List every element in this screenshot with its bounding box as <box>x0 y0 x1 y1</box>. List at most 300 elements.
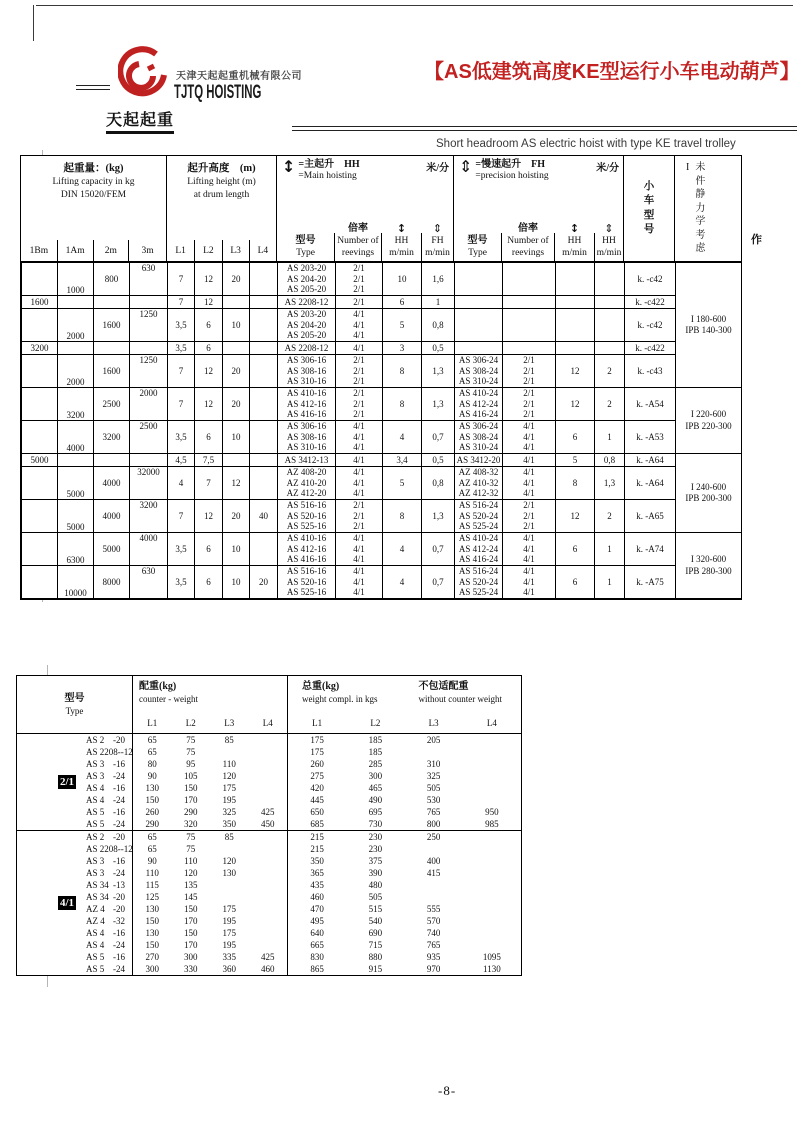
main-reeving-cell <box>336 421 383 454</box>
type-name: AS 3 <box>86 759 105 769</box>
cell-line: AS 520-24 <box>458 576 499 587</box>
precision-hh2-cell <box>595 342 625 355</box>
precision-hh-cell <box>556 342 595 355</box>
counterweight-value: 175 <box>222 904 236 914</box>
cell-line: 2/1 <box>353 510 365 521</box>
totalweight-value: 640 <box>310 928 324 938</box>
type-suffix: -24 <box>113 964 125 974</box>
vertical-char: 号 <box>643 224 655 235</box>
cell-line: 2/1 <box>353 388 365 399</box>
totalweight-value: 300 <box>368 771 383 781</box>
capacity-cell: 1600 <box>94 355 130 388</box>
capacity-cell: 4000 <box>58 421 94 454</box>
capacity-cell <box>58 342 94 355</box>
beam-range-cell <box>676 454 742 533</box>
main-fh-cell: 1,6 <box>422 263 455 296</box>
precision-type-cell <box>455 388 503 421</box>
cell-line: 4/1 <box>523 533 535 544</box>
counterweight-value: 125 <box>145 892 159 902</box>
trolley-type-cell: k. -c42 <box>625 309 676 342</box>
totalweight-subcols <box>288 718 521 733</box>
counterweight-cells <box>133 843 288 855</box>
precision-type-cell <box>455 355 503 388</box>
precision-type-cell <box>455 421 503 454</box>
totalweight-cells <box>288 915 521 927</box>
precision-unit: 米/分 <box>596 163 619 174</box>
totalweight-value: 515 <box>368 904 383 914</box>
precision-reeving-cell <box>503 467 556 500</box>
counterweight-value: 95 <box>186 759 196 769</box>
height-cell: 6 <box>195 566 223 599</box>
trolley-type-cell: k. -A75 <box>625 566 676 599</box>
height-cell <box>223 296 250 309</box>
height-cell: 7 <box>168 500 195 533</box>
precision-hh-cell <box>556 309 595 342</box>
company-name-cn: 天津天起起重机械有限公司 <box>176 71 302 82</box>
precision-reeving-cell <box>503 342 556 355</box>
precision-reeving-cell <box>503 566 556 599</box>
weight-row <box>17 855 521 867</box>
subcol-label: L3 <box>428 718 439 728</box>
weight-type-cell <box>17 855 133 867</box>
cell-line: 4/1 <box>353 454 365 465</box>
main-hoist-arrow-icon: ↕ <box>282 157 296 176</box>
counterweight-cells <box>133 915 288 927</box>
cell-line: AS 306-24 <box>458 355 499 366</box>
cell-line: 4/1 <box>353 533 365 544</box>
height-title-en2: at drum length <box>193 190 250 200</box>
counterweight-value: 270 <box>145 952 159 962</box>
cell-line: 2/1 <box>353 365 365 376</box>
counterweight-cells <box>133 951 288 963</box>
counterweight-cells <box>133 927 288 939</box>
spec-group-row <box>22 566 742 599</box>
cell-line: AS 205-20 <box>286 284 327 295</box>
height-cell: 6 <box>195 421 223 454</box>
cell-line: 4/1 <box>353 319 365 330</box>
beam-range-cell <box>676 263 742 388</box>
main-reeving-cell <box>336 500 383 533</box>
capacity-cell: 32000 <box>130 467 168 500</box>
precision-hoist-header-section <box>454 156 624 261</box>
precision-type-cell <box>455 566 503 599</box>
height-cell: 10 <box>223 309 250 342</box>
spec-table-header <box>21 156 741 262</box>
precision-hh2-cell: 1 <box>595 421 625 454</box>
precision-hh-cell: 6 <box>556 566 595 599</box>
page-subtitle: Short headroom AS electric hoist with type KE travel trolley <box>436 138 736 150</box>
cell-line: 2/1 <box>523 365 535 376</box>
main-hoist-en: =Main hoisting <box>298 170 357 181</box>
totalweight-value: 350 <box>310 856 324 866</box>
counterweight-value: 65 <box>147 832 157 842</box>
cell-line: AS 308-16 <box>286 431 327 442</box>
counterweight-value: 260 <box>145 807 159 817</box>
weight-row <box>17 963 521 975</box>
trolley-type-cell: k. -A53 <box>625 421 676 454</box>
weight-type-cell <box>17 746 133 758</box>
counterweight-value: 65 <box>147 735 157 745</box>
precision-hh-cell <box>556 263 595 296</box>
beam-header-section <box>675 156 741 261</box>
capacity-cell <box>130 342 168 355</box>
cell-line: AS 308-16 <box>286 365 327 376</box>
weight-row <box>17 770 521 782</box>
height-header-section <box>167 156 277 261</box>
main-fh-cell: 1,3 <box>422 355 455 388</box>
cell-line: I 240-600 <box>690 481 727 492</box>
height-cell: 7 <box>168 355 195 388</box>
precision-type-cell <box>455 342 503 355</box>
weight-row <box>17 794 521 806</box>
cell-line: AS 306-24 <box>458 421 499 432</box>
capacity-cell <box>22 388 58 421</box>
totalweight-cells <box>288 806 521 818</box>
main-type-cell <box>278 355 336 388</box>
type-name: AS 2 <box>86 832 105 842</box>
trolley-type-cell: k. -A74 <box>625 533 676 566</box>
type-suffix: -24 <box>113 795 125 805</box>
spec-group-row <box>22 467 742 500</box>
cell-line: AS 204-20 <box>286 319 327 330</box>
precision-reeving-cell <box>503 309 556 342</box>
subcol-label: L1 <box>312 718 323 728</box>
cell-line: 2/1 <box>353 376 365 387</box>
counterweight-value: 170 <box>184 940 198 950</box>
cell-line: AS 516-24 <box>458 566 499 577</box>
capacity-cell: 1000 <box>58 263 94 296</box>
precision-hoist-arrow-icon: ⇕ <box>459 157 473 176</box>
main-fh-cell: 0,7 <box>422 566 455 599</box>
capacity-subcols <box>21 240 166 261</box>
totalweight-value: 935 <box>426 952 441 962</box>
type-name: AS 4 <box>86 928 105 938</box>
cell-line: I 180-600 <box>690 313 727 324</box>
height-cell: 6 <box>195 533 223 566</box>
totalweight-cells <box>288 782 521 794</box>
totalweight-value: 375 <box>368 856 383 866</box>
type-suffix: -32 <box>113 916 125 926</box>
counterweight-cells <box>133 758 288 770</box>
counterweight-cells <box>133 806 288 818</box>
totalweight-value: 175 <box>310 735 324 745</box>
spec-group-row <box>22 263 742 296</box>
capacity-cell: 10000 <box>58 566 94 599</box>
height-cell <box>250 342 278 355</box>
totalweight-value: 970 <box>426 964 441 974</box>
main-hh-cell: 8 <box>383 500 422 533</box>
capacity-cell: 2500 <box>94 388 130 421</box>
precision-reeving-cell <box>503 421 556 454</box>
capacity-cell: 4000 <box>94 500 130 533</box>
counterweight-value: 130 <box>145 928 159 938</box>
weight-type-cell <box>17 794 133 806</box>
totalweight-value: 365 <box>310 868 324 878</box>
trolley-type-cell: k. -A54 <box>625 388 676 421</box>
totalweight-value: 715 <box>368 940 383 950</box>
cell-line: AS 308-24 <box>458 431 499 442</box>
main-hh-cell: 5 <box>383 467 422 500</box>
withoutcw-title: 不包适配重 without counter weight <box>418 681 502 704</box>
totalweight-value: 765 <box>426 807 441 817</box>
height-cell: 3,5 <box>168 533 195 566</box>
totalweight-value: 215 <box>310 832 324 842</box>
col-3m: 3m <box>128 240 166 261</box>
main-reeving-cell <box>336 296 383 309</box>
cell-line: 2/1 <box>353 500 365 511</box>
totalweight-cells <box>288 831 521 843</box>
counterweight-value: 300 <box>145 964 159 974</box>
capacity-cell: 1600 <box>94 309 130 342</box>
counterweight-value: 290 <box>184 807 198 817</box>
col-l3: L3 <box>222 240 249 261</box>
counterweight-value: 115 <box>145 880 159 890</box>
totalweight-title: 总重(kg) weight compl. in kgs <box>302 681 378 704</box>
main-type-col: 型号 Type <box>295 235 316 258</box>
counterweight-value: 75 <box>186 735 196 745</box>
main-fh-cell: 1,3 <box>422 388 455 421</box>
subcol-label: L2 <box>370 718 381 728</box>
totalweight-value: 205 <box>426 735 441 745</box>
type-suffix: -24 <box>113 940 125 950</box>
totalweight-value: 830 <box>310 952 324 962</box>
counterweight-value: 80 <box>147 759 157 769</box>
totalweight-value: 250 <box>426 832 441 842</box>
height-cell: 12 <box>195 388 223 421</box>
precision-hh2-cell: 2 <box>595 355 625 388</box>
weight-type-cell <box>17 879 133 891</box>
counterweight-value: 360 <box>222 964 236 974</box>
weight-type-cell <box>17 963 133 975</box>
totalweight-value: 480 <box>368 880 383 890</box>
weight-row <box>17 806 521 818</box>
counterweight-cells <box>133 782 288 794</box>
cell-line: 4/1 <box>523 431 535 442</box>
weight-type-cell <box>17 867 133 879</box>
main-fh-col: ⇕ FH m/min <box>425 222 450 258</box>
capacity-cell <box>130 454 168 467</box>
cell-line: AS 410-16 <box>286 533 327 544</box>
capacity-cell: 1250 <box>130 355 168 388</box>
cell-line: 4/1 <box>523 421 535 432</box>
weight-table <box>16 675 522 976</box>
cell-line: AS 310-16 <box>286 442 327 453</box>
counterweight-cells <box>133 794 288 806</box>
main-fh-cell: 0,8 <box>422 309 455 342</box>
weight-row <box>17 951 521 963</box>
capacity-cell: 5000 <box>22 454 58 467</box>
capacity-cell: 3200 <box>58 388 94 421</box>
weight-row <box>17 939 521 951</box>
capacity-cell <box>22 533 58 566</box>
capacity-cell: 4000 <box>94 467 130 500</box>
type-suffix: -16 <box>113 928 125 938</box>
cell-line: AZ 412-20 <box>286 488 327 499</box>
reeving-badge: 4/1 <box>60 897 75 909</box>
capacity-cell <box>94 454 130 467</box>
type-name: AZ 4 <box>86 916 105 926</box>
totalweight-value: 325 <box>426 771 441 781</box>
type-suffix: -16 <box>113 759 125 769</box>
height-cell: 4 <box>168 467 195 500</box>
precision-hh2-cell: 1,3 <box>595 467 625 500</box>
totalweight-value: 740 <box>426 928 441 938</box>
cell-line: AS 525-24 <box>458 521 499 532</box>
height-cell: 3,5 <box>168 309 195 342</box>
height-cell: 12 <box>195 500 223 533</box>
counterweight-value: 425 <box>261 952 275 962</box>
company-logo-emblem <box>118 45 170 107</box>
totalweight-value: 185 <box>368 747 383 757</box>
totalweight-value: 1130 <box>483 964 501 974</box>
reeving-badge: 2/1 <box>60 776 75 788</box>
counterweight-cells <box>133 746 288 758</box>
page-top-rule <box>36 5 793 6</box>
cell-line: 2/1 <box>523 409 535 420</box>
precision-reeving-cell <box>503 454 556 467</box>
cell-line: 4/1 <box>353 576 365 587</box>
main-type-cell <box>278 566 336 599</box>
cell-line: 2/1 <box>523 376 535 387</box>
capacity-cell: 3200 <box>22 342 58 355</box>
cell-line: 4/1 <box>353 431 365 442</box>
precision-reeving-col: 倍率 Number of reevings <box>507 223 549 258</box>
beam-range-cell <box>676 388 742 454</box>
main-hh-cell: 4 <box>383 533 422 566</box>
type-name: AS 5 <box>86 964 105 974</box>
height-cell <box>250 421 278 454</box>
precision-reeving-cell <box>503 533 556 566</box>
cell-line: I 320-600 <box>690 554 727 564</box>
main-type-cell <box>278 342 336 355</box>
col-1bm: 1Bm <box>29 245 49 256</box>
col-l2: L2 <box>194 240 221 261</box>
height-cell: 12 <box>195 263 223 296</box>
counterweight-value: 450 <box>261 819 275 829</box>
precision-reeving-cell <box>503 500 556 533</box>
capacity-title-norm: DIN 15020/FEM <box>60 190 127 200</box>
fh-arrow-icon: ⇕ <box>432 222 443 235</box>
cell-line: 2/1 <box>353 521 365 532</box>
cell-line: IPB 200-300 <box>685 493 732 503</box>
cell-line: 2/1 <box>353 409 365 420</box>
totalweight-cells <box>288 939 521 951</box>
main-fh-cell: 0,8 <box>422 467 455 500</box>
counterweight-cells <box>133 879 288 891</box>
subcol-label: L4 <box>486 718 497 728</box>
totalweight-value: 570 <box>426 916 441 926</box>
spec-group-row <box>22 388 742 421</box>
capacity-cell <box>22 500 58 533</box>
cell-line: AS 520-16 <box>286 510 327 521</box>
type-suffix: -20 <box>113 832 125 842</box>
cell-line: AS 412-16 <box>286 398 327 409</box>
weight-row <box>17 903 521 915</box>
cell-line: IPB 220-300 <box>685 420 732 431</box>
counterweight-value: 170 <box>184 795 198 805</box>
capacity-cell <box>130 296 168 309</box>
counterweight-value: 150 <box>145 940 159 950</box>
height-cell: 10 <box>223 566 250 599</box>
counterweight-value: 130 <box>145 904 159 914</box>
totalweight-value: 505 <box>368 892 383 902</box>
weight-row <box>17 746 521 758</box>
totalweight-cells <box>288 734 521 746</box>
capacity-cell: 3200 <box>130 500 168 533</box>
spec-group-row <box>22 421 742 454</box>
cell-line: 2/1 <box>353 263 365 274</box>
precision-type-cell <box>455 500 503 533</box>
main-type-cell <box>278 454 336 467</box>
height-cell: 20 <box>223 263 250 296</box>
precision-hh-cell: 5 <box>556 454 595 467</box>
main-reeving-cell <box>336 566 383 599</box>
cell-line: 2/1 <box>353 355 365 366</box>
counterweight-value: 110 <box>184 856 198 866</box>
beam-header-prefix: I <box>686 162 690 173</box>
subcol-label: L1 <box>147 718 158 728</box>
weight-type-cell <box>17 927 133 939</box>
counterweight-value: 460 <box>261 964 275 974</box>
precision-hh-cell: 12 <box>556 388 595 421</box>
capacity-cell: 2000 <box>58 309 94 342</box>
precision-hh2-cell <box>595 296 625 309</box>
capacity-cell: 630 <box>130 566 168 599</box>
precision-hh-cell: 6 <box>556 421 595 454</box>
cell-line: AS 516-16 <box>286 566 327 577</box>
precision-reeving-cell <box>503 388 556 421</box>
cell-line: 4/1 <box>353 330 365 341</box>
cell-line: 4/1 <box>353 442 365 453</box>
col-l4: L4 <box>249 240 276 261</box>
col-2m: 2m <box>93 240 129 261</box>
capacity-cell: 5000 <box>58 500 94 533</box>
vertical-char: 静 <box>695 189 706 200</box>
vertical-char: 车 <box>643 195 655 206</box>
cell-line: AS 416-24 <box>458 554 499 565</box>
cell-line: IPB 140-300 <box>685 325 732 335</box>
totalweight-value: 445 <box>310 795 324 805</box>
cell-line: 4/1 <box>523 566 535 577</box>
counterweight-cells <box>133 818 288 830</box>
precision-type-col: 型号 Type <box>467 235 488 258</box>
counterweight-value: 105 <box>184 771 198 781</box>
cell-line: AS 3412-13 <box>284 454 329 465</box>
precision-hh2-cell <box>595 309 625 342</box>
totalweight-value: 175 <box>310 747 324 757</box>
hh-arrow-icon: ↕ <box>396 222 407 235</box>
counterweight-value: 65 <box>147 844 157 854</box>
subcol-label: L2 <box>185 718 196 728</box>
totalweight-value: 460 <box>310 892 324 902</box>
trolley-type-cell: k. -A64 <box>625 454 676 467</box>
cell-line: AS 306-16 <box>286 355 327 366</box>
counterweight-value: 325 <box>222 807 236 817</box>
trolley-type-cell: k. -A65 <box>625 500 676 533</box>
vertical-char: 考 <box>695 229 706 241</box>
capacity-cell <box>22 467 58 500</box>
counterweight-cells <box>133 831 288 843</box>
precision-hh2-cell: 1 <box>595 533 625 566</box>
totalweight-cells <box>288 951 521 963</box>
height-cell: 10 <box>223 533 250 566</box>
reeving-section-4-1 <box>17 830 521 975</box>
totalweight-value: 420 <box>310 783 324 793</box>
weight-row <box>17 843 521 855</box>
main-type-cell <box>278 533 336 566</box>
cell-line: 4/1 <box>353 587 365 598</box>
main-hh-cell: 5 <box>383 309 422 342</box>
